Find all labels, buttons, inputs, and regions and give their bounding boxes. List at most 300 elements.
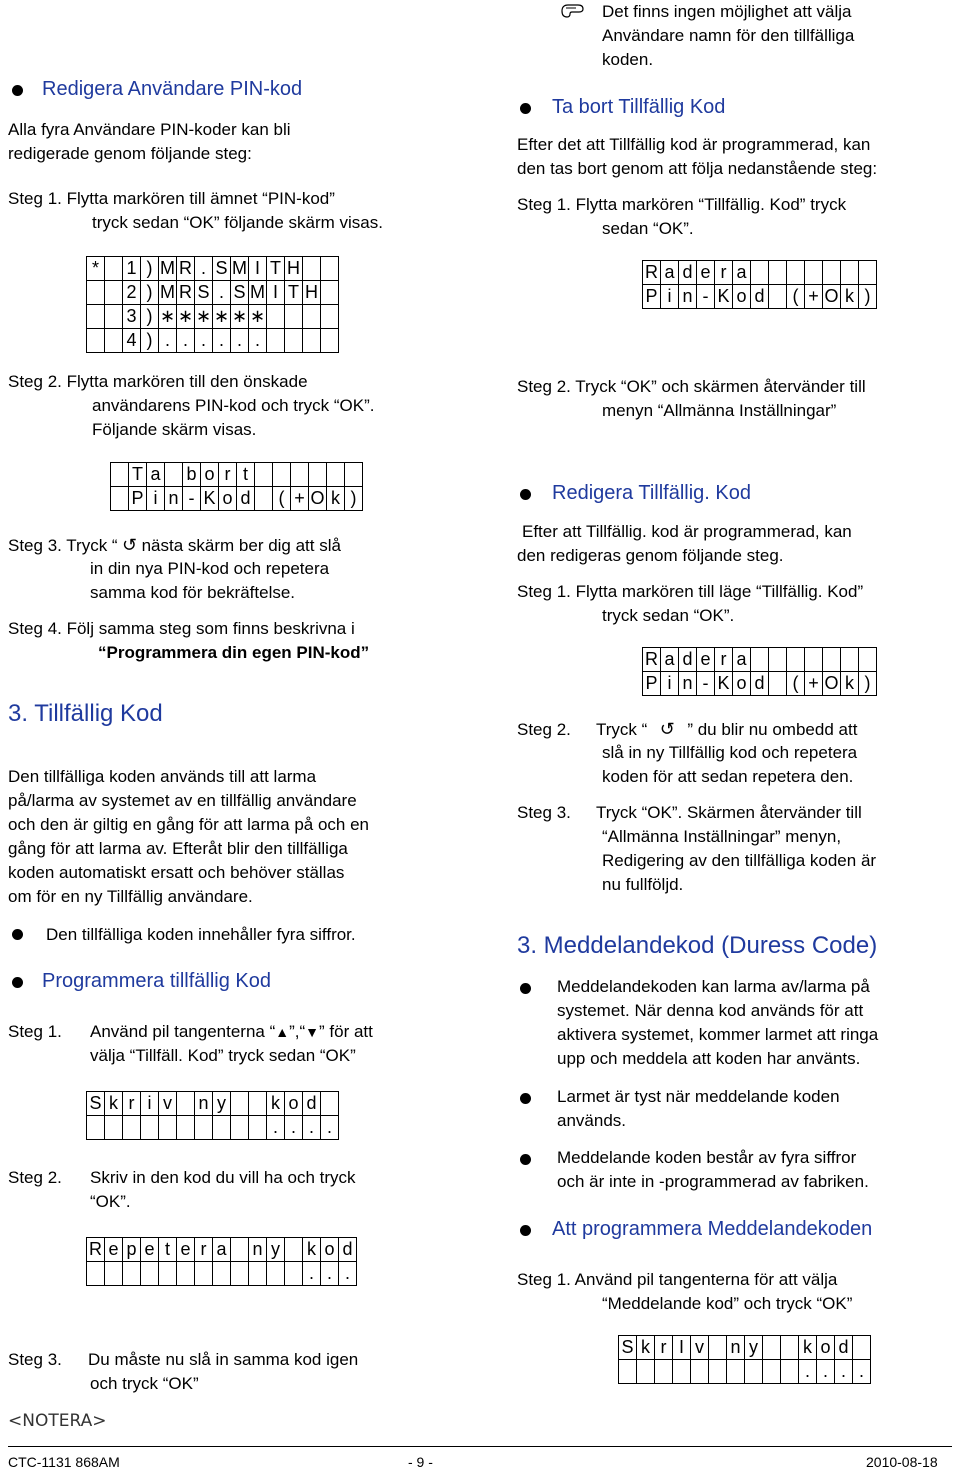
lcd-cell: k (303, 1238, 321, 1262)
rt-steg2-rest: ” du blir nu ombedd att (687, 720, 858, 739)
lcd-cell (673, 1360, 691, 1384)
lcd-cell: k (267, 1092, 285, 1116)
heading-programmera-tillfallig: Programmera tillfällig Kod (42, 970, 271, 992)
lcd-cell: S (619, 1336, 637, 1360)
b2-line-1: Larmet är tyst när meddelande koden (557, 1087, 840, 1106)
pt-steg2-line-2: “OK”. (90, 1192, 131, 1211)
lcd-cell: d (237, 487, 255, 511)
pt-steg1-line-2: välja “Tillfäll. Kod” tryck sedan “OK” (90, 1046, 356, 1065)
lcd-cell: k (327, 487, 345, 511)
lcd-cell (105, 257, 123, 281)
lcd-cell (859, 648, 877, 672)
lcd-cell: . (799, 1360, 817, 1384)
lcd-cell: r (715, 648, 733, 672)
lcd-cell (285, 305, 303, 329)
lcd-cell: e (105, 1238, 123, 1262)
lcd-cell (213, 1262, 231, 1286)
bullet-icon (520, 983, 531, 994)
pt-steg1-label: Steg 1. (8, 1022, 62, 1041)
lcd-cell (177, 1116, 195, 1140)
b3-line-1: Meddelande koden består av fyra siffror (557, 1148, 857, 1167)
lcd-cell: R (87, 1238, 105, 1262)
lcd-cell: y (745, 1336, 763, 1360)
rt-steg2-label: Steg 2. (517, 720, 571, 739)
steg2-line-2: användarens PIN-kod och tryck “OK”. (92, 396, 375, 415)
lcd-cell: k (841, 285, 859, 309)
lcd-cell: 4 (123, 329, 141, 353)
note-icon (560, 2, 586, 25)
lcd-cell (321, 281, 339, 305)
footer-page-number: - 9 - (408, 1454, 433, 1470)
lcd-cell: k (105, 1092, 123, 1116)
para-line-6: om för en ny Tillfällig användare. (8, 887, 253, 906)
lcd-cell (321, 329, 339, 353)
rt-steg2-line-1 (517, 717, 857, 742)
lcd-cell: - (697, 672, 715, 696)
lcd-cell (87, 305, 105, 329)
lcd-cell: o (219, 487, 237, 511)
lcd-cell: . (195, 257, 213, 281)
lcd-cell: S (213, 257, 231, 281)
down-triangle-icon: ▼ (305, 1024, 320, 1040)
steg4-line-2: “Programmera din egen PIN-kod” (98, 643, 370, 662)
lcd-cell: . (159, 329, 177, 353)
b3-line-2: och är inte in -programmerad av fabriken. (557, 1172, 869, 1191)
footer-rule (8, 1446, 952, 1447)
lcd-cell (769, 648, 787, 672)
lcd-cell (249, 1092, 267, 1116)
lcd-cell: 2 (123, 281, 141, 305)
lcd-cell: r (715, 261, 733, 285)
lcd-cell: o (733, 672, 751, 696)
lcd-cell (231, 1116, 249, 1140)
lcd-row (87, 281, 339, 305)
rt-para-1: Efter att Tillfällig. kod är programmerad, kan (522, 522, 852, 541)
lcd-cell: ( (787, 672, 805, 696)
lcd-cell: . (835, 1360, 853, 1384)
steg1-line-2: tryck sedan “OK” följande skärm visas. (92, 213, 383, 232)
steg4-line-1: Steg 4. Följ samma steg som finns beskrivna i (8, 619, 355, 638)
lcd-cell: ∗ (177, 305, 195, 329)
lcd-cell: i (661, 672, 679, 696)
lcd-row (619, 1360, 871, 1384)
tb-steg1-line-1: Steg 1. Flytta markören “Tillfällig. Kod” tryck (517, 195, 847, 214)
rt-steg3-label: Steg 3. (517, 803, 571, 822)
lcd-cell: - (183, 487, 201, 511)
lcd-cell (345, 463, 363, 487)
lcd-row (87, 257, 339, 281)
lcd-row (87, 1238, 357, 1262)
up-triangle-icon: ▲ (275, 1024, 290, 1040)
pt-steg3-line-1 (8, 1348, 358, 1372)
lcd-cell: . (303, 1262, 321, 1286)
steg3-line-2: in din nya PIN-kod och repetera (90, 559, 330, 578)
lcd-cell: . (339, 1262, 357, 1286)
lcd-cell: r (195, 1238, 213, 1262)
lcd-cell: . (267, 1116, 285, 1140)
rt-para-2: den redigeras genom följande steg. (517, 546, 784, 565)
lcd-cell (303, 305, 321, 329)
lcd-cell: M (159, 257, 177, 281)
lcd-cell (285, 1262, 303, 1286)
lcd-cell: . (213, 281, 231, 305)
tb-para-1: Efter det att Tillfällig kod är programmerad, kan (517, 135, 871, 154)
pt-steg3-text: Du måste nu slå in samma kod igen (88, 1350, 359, 1369)
lcd-cell: r (219, 463, 237, 487)
pt-steg1-end: ” för att (319, 1022, 373, 1041)
lcd-cell (177, 1262, 195, 1286)
tb-para-2: den tas bort genom att följa nedanstående steg: (517, 159, 878, 178)
lcd-cell: T (129, 463, 147, 487)
lcd-cell: n (679, 672, 697, 696)
lcd-cell (321, 305, 339, 329)
lcd-cell (255, 487, 273, 511)
return-arrow-icon: ↺ (659, 719, 675, 739)
lcd-cell: - (697, 285, 715, 309)
lcd-cell (195, 1116, 213, 1140)
lcd-cell (87, 1262, 105, 1286)
lcd-cell: i (141, 1092, 159, 1116)
para-line-4: gång för att larma av. Efteråt blir den tillfälliga (8, 839, 348, 858)
lcd-cell: H (285, 257, 303, 281)
pt-steg1-line-1 (8, 1020, 373, 1044)
lcd-cell (87, 1116, 105, 1140)
lcd-cell: e (177, 1238, 195, 1262)
lcd-cell (327, 463, 345, 487)
lcd-cell: d (751, 672, 769, 696)
lcd-cell: o (285, 1092, 303, 1116)
lcd-cell (141, 1262, 159, 1286)
lcd-cell (853, 1336, 871, 1360)
lcd-cell (637, 1360, 655, 1384)
lcd-cell (111, 463, 129, 487)
intro-line-1: Alla fyra Användare PIN-koder kan bli (8, 120, 291, 139)
lcd-cell (249, 1262, 267, 1286)
lcd-cell: O (823, 285, 841, 309)
bullet-icon (520, 1154, 531, 1165)
pt-steg2-label: Steg 2. (8, 1168, 62, 1187)
lcd-cell (769, 285, 787, 309)
am-steg1-line-2: “Meddelande kod” och tryck “OK” (602, 1294, 853, 1313)
lcd-cell: H (303, 281, 321, 305)
lcd-cell: ) (859, 285, 877, 309)
lcd-cell: O (823, 672, 841, 696)
lcd-cell (249, 1116, 267, 1140)
lcd-cell (781, 1336, 799, 1360)
lcd-cell (709, 1360, 727, 1384)
notera-label: <NOTERA> (8, 1411, 107, 1431)
lcd-cell (805, 261, 823, 285)
para-line-1: Den tillfälliga koden används till att larma (8, 767, 317, 786)
lcd-cell: I (673, 1336, 691, 1360)
lcd-cell: k (841, 672, 859, 696)
pt-steg2-text: Skriv in den kod du vill ha och tryck (90, 1168, 356, 1187)
lcd-cell (213, 1116, 231, 1140)
lcd-cell (141, 1116, 159, 1140)
tb-steg1-line-2: sedan “OK”. (602, 219, 694, 238)
lcd-cell: k (799, 1336, 817, 1360)
lcd-cell: a (661, 261, 679, 285)
lcd-row (643, 285, 877, 309)
am-steg1-line-1: Steg 1. Använd pil tangenterna för att välja (517, 1270, 838, 1289)
lcd-cell (823, 648, 841, 672)
lcd-row (111, 463, 363, 487)
lcd-cell: d (339, 1238, 357, 1262)
lcd-cell: K (715, 285, 733, 309)
lcd-cell: y (267, 1238, 285, 1262)
lcd-cell: e (697, 648, 715, 672)
lcd-cell: d (303, 1092, 321, 1116)
para-line-2: på/larma av systemet av en tillfällig användare (8, 791, 357, 810)
note-line-1: Det finns ingen möjlighet att välja (602, 2, 852, 21)
lcd-cell: I (267, 281, 285, 305)
lcd-cell (267, 1262, 285, 1286)
para-line-5: koden automatiskt ersatt och behöver ställas (8, 863, 345, 882)
note-line-2: Användare namn för den tillfälliga (602, 26, 855, 45)
lcd-cell: a (213, 1238, 231, 1262)
rt-steg3-line-3: Redigering av den tillfälliga koden är (602, 851, 877, 870)
lcd-cell: t (159, 1238, 177, 1262)
pt-steg1-sep: ”,“ (289, 1022, 306, 1041)
steg3-rest: nästa skärm ber dig att slå (141, 536, 341, 555)
heading-att-programmera: Att programmera Meddelandekoden (552, 1218, 873, 1240)
bullet-icon (520, 1225, 531, 1236)
heading-tillfallig-kod: 3. Tillfällig Kod (8, 700, 163, 727)
bullet-icon (520, 103, 531, 114)
lcd-cell (841, 261, 859, 285)
lcd-cell: . (321, 1262, 339, 1286)
lcd-skriv-ny-kod-2 (618, 1335, 871, 1384)
lcd-cell (727, 1360, 745, 1384)
lcd-cell (267, 305, 285, 329)
lcd-cell: . (303, 1116, 321, 1140)
lcd-cell: r (123, 1092, 141, 1116)
b2-line-2: används. (557, 1111, 626, 1130)
lcd-cell (763, 1336, 781, 1360)
lcd-cell: M (159, 281, 177, 305)
lcd-cell: I (249, 257, 267, 281)
lcd-cell: . (177, 329, 195, 353)
lcd-cell: M (231, 257, 249, 281)
lcd-cell: ) (141, 305, 159, 329)
lcd-cell: . (817, 1360, 835, 1384)
lcd-cell: o (733, 285, 751, 309)
lcd-cell: n (195, 1092, 213, 1116)
lcd-cell: ∗ (213, 305, 231, 329)
lcd-cell: + (805, 285, 823, 309)
intro-line-2: redigerade genom följande steg: (8, 144, 252, 163)
lcd-cell: a (733, 261, 751, 285)
lcd-cell (769, 261, 787, 285)
lcd-cell: ) (859, 672, 877, 696)
lcd-cell (123, 1262, 141, 1286)
pt-steg2-line-1 (8, 1166, 356, 1190)
bullet-fyra-siffror: Den tillfälliga koden innehåller fyra siffror. (46, 925, 356, 944)
lcd-cell: a (661, 648, 679, 672)
lcd-cell (267, 329, 285, 353)
lcd-user-list (86, 256, 339, 353)
steg2-line-1: Steg 2. Flytta markören till den önskade (8, 372, 308, 391)
lcd-cell: o (321, 1238, 339, 1262)
lcd-cell: i (661, 285, 679, 309)
lcd-row (87, 1262, 357, 1286)
lcd-row (111, 487, 363, 511)
lcd-cell: ∗ (195, 305, 213, 329)
lcd-cell (303, 329, 321, 353)
lcd-cell: d (679, 648, 697, 672)
lcd-cell: R (643, 648, 661, 672)
lcd-row (643, 648, 877, 672)
lcd-cell (709, 1336, 727, 1360)
lcd-row (87, 1116, 339, 1140)
rt-steg2-line-3: koden för att sedan repetera den. (602, 767, 854, 786)
lcd-cell: K (715, 672, 733, 696)
lcd-cell (655, 1360, 673, 1384)
lcd-cell (321, 1092, 339, 1116)
return-arrow-icon: ↺ (122, 535, 138, 555)
lcd-cell: R (643, 261, 661, 285)
lcd-cell: R (177, 281, 195, 305)
lcd-cell: 1 (123, 257, 141, 281)
heading-meddelandekod: 3. Meddelandekod (Duress Code) (517, 932, 878, 959)
lcd-cell: R (177, 257, 195, 281)
rt-steg2-text: Tryck “ (596, 720, 648, 739)
note-line-3: koden. (602, 50, 654, 69)
lcd-cell (763, 1360, 781, 1384)
lcd-row (87, 305, 339, 329)
lcd-cell (231, 1262, 249, 1286)
rt-steg1-line-1: Steg 1. Flytta markören till läge “Tillfällig. Kod” (517, 582, 864, 601)
rt-steg3-line-1 (517, 801, 862, 825)
b1-line-3: aktivera systemet, kommer larmet att ringa (557, 1025, 879, 1044)
lcd-row (643, 672, 877, 696)
lcd-cell (751, 261, 769, 285)
steg1-line-1: Steg 1. Flytta markören till ämnet “PIN-kod” (8, 189, 335, 208)
heading-redigera-pin: Redigera Användare PIN-kod (42, 78, 303, 100)
lcd-repetera-ny-kod (86, 1237, 357, 1286)
lcd-cell (105, 1262, 123, 1286)
lcd-cell: k (637, 1336, 655, 1360)
footer-date: 2010-08-18 (866, 1454, 938, 1470)
lcd-cell (619, 1360, 637, 1384)
lcd-cell: i (147, 487, 165, 511)
bullet-icon (520, 1093, 531, 1104)
lcd-cell (751, 648, 769, 672)
lcd-cell: v (691, 1336, 709, 1360)
lcd-cell (105, 1116, 123, 1140)
heading-redigera-tillfallig: Redigera Tillfällig. Kod (552, 482, 751, 504)
lcd-cell (787, 261, 805, 285)
lcd-row (87, 329, 339, 353)
lcd-radera-2 (642, 647, 877, 696)
lcd-cell (859, 261, 877, 285)
lcd-cell: . (213, 329, 231, 353)
lcd-cell (105, 329, 123, 353)
lcd-cell (105, 305, 123, 329)
lcd-cell (321, 257, 339, 281)
lcd-cell: y (213, 1092, 231, 1116)
tb-steg2-line-1: Steg 2. Tryck “OK” och skärmen återvänder till (517, 377, 866, 396)
lcd-cell: d (751, 285, 769, 309)
lcd-row (87, 1092, 339, 1116)
pt-steg1-text: Använd pil tangenterna “ (90, 1022, 276, 1041)
b1-line-1: Meddelandekoden kan larma av/larma på (557, 977, 870, 996)
lcd-cell (781, 1360, 799, 1384)
lcd-cell: e (141, 1238, 159, 1262)
steg2-line-3: Följande skärm visas. (92, 420, 257, 439)
lcd-skriv-ny-kod (86, 1091, 339, 1140)
lcd-cell: v (159, 1092, 177, 1116)
lcd-cell: S (195, 281, 213, 305)
lcd-cell: * (87, 257, 105, 281)
lcd-cell (285, 329, 303, 353)
lcd-radera (642, 260, 877, 309)
footer-doc-id: CTC-1131 868AM (8, 1454, 120, 1470)
heading-ta-bort: Ta bort Tillfällig Kod (552, 96, 726, 118)
lcd-cell (273, 463, 291, 487)
lcd-cell: ) (141, 257, 159, 281)
pt-steg3-label: Steg 3. (8, 1350, 62, 1369)
lcd-cell: o (201, 463, 219, 487)
lcd-cell: ) (141, 329, 159, 353)
lcd-cell: e (697, 261, 715, 285)
steg3-line-1 (8, 533, 341, 558)
lcd-cell: . (853, 1360, 871, 1384)
lcd-cell (745, 1360, 763, 1384)
lcd-cell: . (285, 1116, 303, 1140)
lcd-cell (309, 463, 327, 487)
rt-steg2-line-2: slå in ny Tillfällig kod och repetera (602, 743, 858, 762)
lcd-cell: n (679, 285, 697, 309)
lcd-cell: S (87, 1092, 105, 1116)
lcd-cell: + (291, 487, 309, 511)
lcd-cell: ( (273, 487, 291, 511)
lcd-cell: a (147, 463, 165, 487)
lcd-cell (87, 281, 105, 305)
lcd-cell: o (817, 1336, 835, 1360)
lcd-cell: T (285, 281, 303, 305)
lcd-cell: r (655, 1336, 673, 1360)
rt-steg3-line-4: nu fullföljd. (602, 875, 684, 894)
lcd-cell: t (237, 463, 255, 487)
lcd-row (619, 1336, 871, 1360)
lcd-cell: ) (345, 487, 363, 511)
b1-line-2: systemet. När denna kod används för att (557, 1001, 864, 1020)
lcd-cell (105, 281, 123, 305)
lcd-cell (159, 1262, 177, 1286)
para-line-3: och den är giltig en gång för att larma på och en (8, 815, 370, 834)
lcd-cell: d (679, 261, 697, 285)
lcd-cell: P (643, 285, 661, 309)
pt-steg3-line-2: och tryck “OK” (90, 1374, 199, 1393)
b1-line-4: upp och meddela att koden har använts. (557, 1049, 861, 1068)
lcd-cell: . (249, 329, 267, 353)
lcd-cell (231, 1092, 249, 1116)
lcd-cell: 3 (123, 305, 141, 329)
bullet-icon (12, 85, 23, 96)
lcd-cell: . (321, 1116, 339, 1140)
lcd-cell: n (249, 1238, 267, 1262)
lcd-cell: P (643, 672, 661, 696)
lcd-cell (769, 672, 787, 696)
lcd-cell (303, 257, 321, 281)
rt-steg3-line-2: “Allmänna Inställningar” menyn, (602, 827, 842, 846)
steg3-line-3: samma kod för bekräftelse. (90, 583, 296, 602)
lcd-cell: ∗ (231, 305, 249, 329)
lcd-cell: n (165, 487, 183, 511)
lcd-cell (123, 1116, 141, 1140)
bullet-icon (520, 489, 531, 500)
